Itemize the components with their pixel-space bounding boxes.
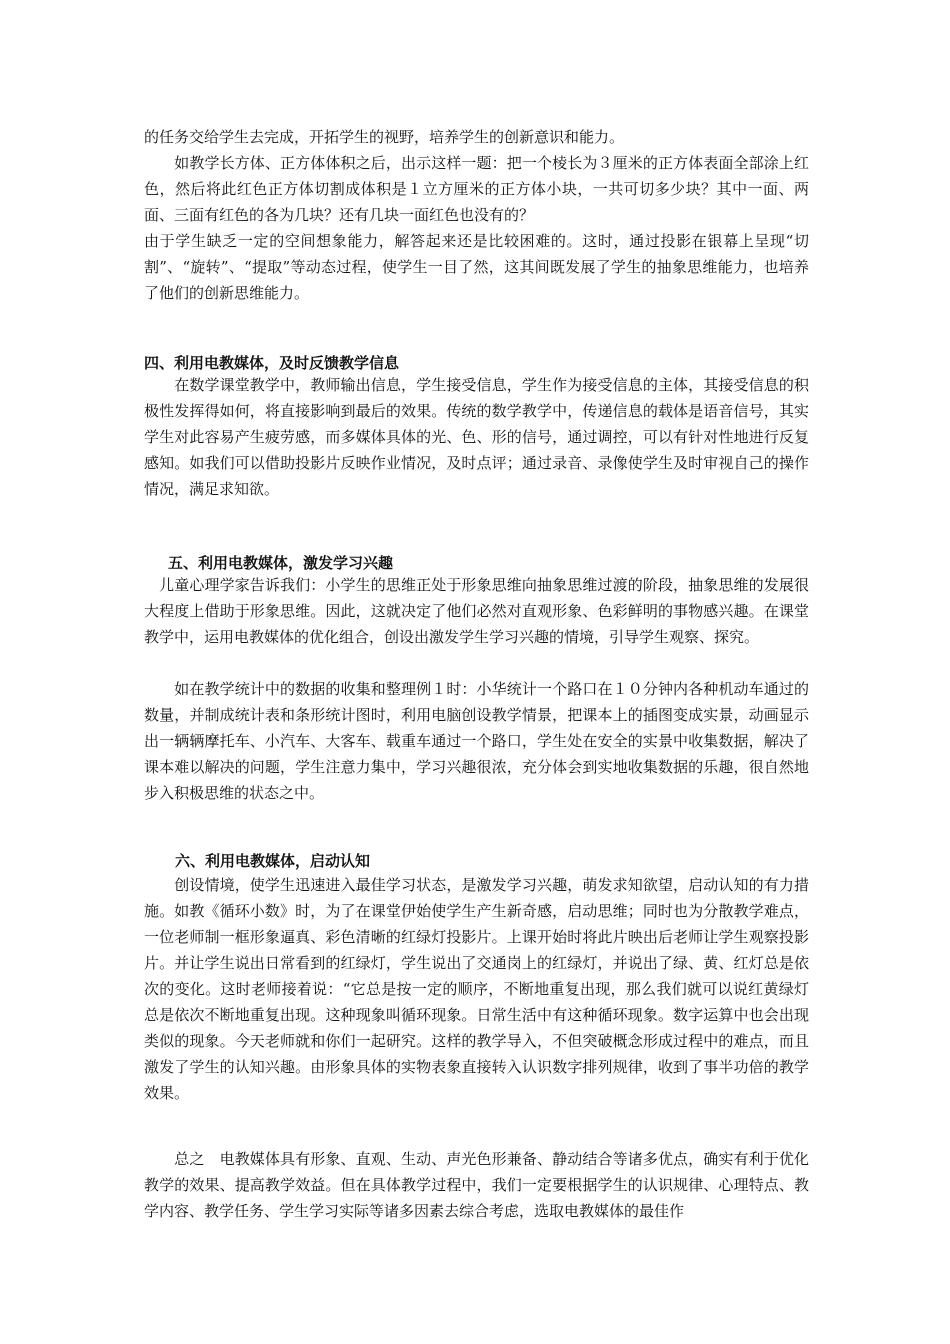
- section-heading-5: 五、利用电教媒体，激发学习兴趣: [168, 554, 394, 572]
- paragraph-intro-end: 的任务交给学生去完成，开拓学生的视野，培养学生的创新意识和能力。: [144, 128, 625, 146]
- paragraph-cognition: 创设情境，使学生迅速进入最佳学习状态，是激发学习兴趣，萌发求知欲望，启动认知的有力措施。如教《循环小数》时，为了在课堂伊始使学生产生新奇感，启动思维；同时也为分散教学难点，一位老师制一框形象逼真、彩色清晰的红绿灯投影片。上课开始时将此片映出后老师让学生观察投影片。并让学生说出日常看到的红绿灯，学生说出了交通岗上的红绿灯，并说出了绿、黄、红灯总是依次的变化。这时老师接着说：“它总是按一定的顺序，不断地重复出现，那么我们就可以说红黄绿灯总是依次不断地重复出现。这种现象叫循环现象。日常生活中有这种循环现象。数字运算中也会出现类似的现象。今天老师就和你们一起研究。这样的教学导入，不但突破概念形成过程中的难点，而且激发了学生的认知兴趣。由形象具体的实物表象直接转入认识数字排列规律，收到了事半功倍的教学效果。: [144, 876, 809, 1102]
- paragraph-feedback: 在数学课堂教学中，教师输出信息，学生接受信息，学生作为接受信息的主体，其接受信息的积极性发挥得如何，将直接影响到最后的效果。传统的数学教学中，传递信息的载体是语音信号，其实学生对此容易产生疲劳感，而多媒体具体的光、色、形的信号，通过调控，可以有针对性地进行反复感知。如我们可以借助投影片反映作业情况，及时点评；通过录音、录像使学生及时审视自己的操作情况，满足求知欲。: [144, 376, 809, 498]
- paragraph-child-psychology: 儿童心理学家告诉我们：小学生的思维正处于形象思维向抽象思维过渡的阶段，抽象思维的发展很大程度上借助于形象思维。因此，这就决定了他们必然对直观形象、色彩鲜明的事物感兴趣。在课堂教学中，运用电教媒体的优化组合，创设出激发学生学习兴趣的情境，引导学生观察、探究。: [144, 576, 809, 646]
- paragraph-statistics-example: 如在教学统计中的数据的收集和整理例１时：小华统计一个路口在１０分钟内各种机动车通过的数量，并制成统计表和条形统计图时，利用电脑创设教学情景，把课本上的插图变成实景，动画显示出一辆辆摩托车、小汽车、大客车、载重车通过一个路口，学生处在安全的实景中收集数据，解决了课本难以解决的问题，学生注意力集中，学习兴趣很浓，充分体会到实地收集数据的乐趣，很自然地步入积极思维的状态之中。: [144, 680, 809, 802]
- paragraph-conclusion: 总之 电教媒体具有形象、直观、生动、声光色形兼备、静动结合等诸多优点，确实有利于优化教学的效果、提高教学效益。但在具体教学过程中，我们一定要根据学生的认识规律、心理特点、教学内容、教学任务、学生学习实际等诸多因素去综合考虑，选取电教媒体的最佳作: [144, 1150, 809, 1220]
- paragraph-projection: 由于学生缺乏一定的空间想象能力，解答起来还是比较困难的。这时，通过投影在银幕上呈现“切割”、“旋转”、“提取”等动态过程，使学生一目了然，这其间既发展了学生的抽象思维能力，也培养了他们的创新思维能力。: [144, 232, 809, 302]
- paragraph-cube-example: 如教学长方体、正方体体积之后，出示这样一题：把一个棱长为３厘米的正方体表面全部涂上红色，然后将此红色正方体切割成体积是１立方厘米的正方体小块，一共可切多少块？其中一面、两面、三面有红色的各为几块？还有几块一面红色也没有的？: [144, 154, 809, 224]
- section-heading-4: 四、利用电教媒体，及时反馈教学信息: [144, 354, 400, 372]
- section-heading-6: 六、利用电教媒体，启动认知: [175, 852, 371, 870]
